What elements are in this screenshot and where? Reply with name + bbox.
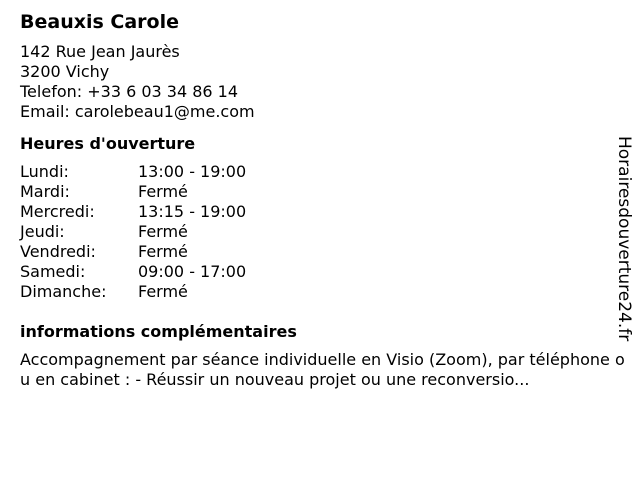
additional-info-text: Accompagnement par séance individuelle en Visio (Zoom), par téléphone ou en cabinet : - Réussir un nouveau projet ou une reconversio... (20, 350, 625, 389)
day-hours: Fermé (138, 182, 188, 201)
hours-row-thursday (20, 222, 610, 242)
day-label: Vendredi: (20, 242, 96, 261)
day-label: Mercredi: (20, 202, 95, 221)
day-label: Mardi: (20, 182, 70, 201)
day-hours: Fermé (138, 282, 188, 301)
site-watermark: Horairesdouverture24.fr (614, 136, 634, 342)
address-line-1: 142 Rue Jean Jaurès (20, 42, 180, 61)
additional-info-title: informations complémentaires (20, 322, 297, 341)
email-address: Email: carolebeau1@me.com (20, 102, 255, 121)
opening-hours-title: Heures d'ouverture (20, 134, 196, 153)
hours-row-sunday (20, 282, 610, 302)
hours-row-tuesday (20, 182, 610, 202)
opening-hours-list (20, 162, 610, 302)
day-label: Lundi: (20, 162, 69, 181)
phone-number: Telefon: +33 6 03 34 86 14 (20, 82, 239, 101)
address-line-2: 3200 Vichy (20, 62, 110, 81)
hours-row-wednesday (20, 202, 610, 222)
hours-row-monday (20, 162, 610, 182)
business-name: Beauxis Carole (20, 11, 179, 33)
hours-row-friday (20, 242, 610, 262)
day-hours: 13:00 - 19:00 (138, 162, 247, 181)
day-hours: Fermé (138, 222, 188, 241)
day-hours: Fermé (138, 242, 188, 261)
day-hours: 09:00 - 17:00 (138, 262, 247, 281)
hours-row-saturday (20, 262, 610, 282)
day-label: Jeudi: (20, 222, 65, 241)
day-label: Samedi: (20, 262, 86, 281)
day-label: Dimanche: (20, 282, 107, 301)
day-hours: 13:15 - 19:00 (138, 202, 247, 221)
